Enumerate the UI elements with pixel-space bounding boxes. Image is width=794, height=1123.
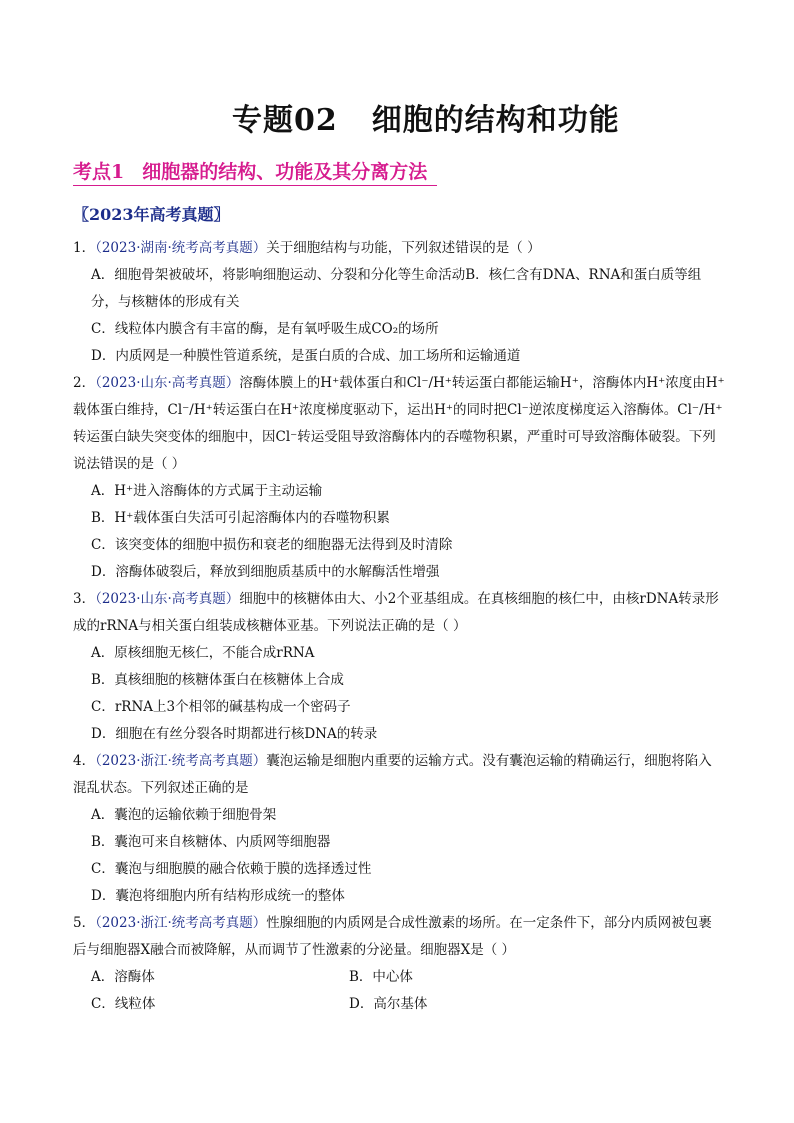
question-source: （2023·浙江·统考高考真题） (95, 753, 267, 769)
question-number: 2． (73, 375, 96, 391)
question-number: 5． (73, 915, 96, 931)
option-b: B．囊泡可来自核糖体、内质网等细胞器 (91, 834, 331, 850)
option-a: A．H⁺进入溶酶体的方式属于主动运输 (91, 483, 323, 499)
question-source: （2023·山东·高考真题） (95, 591, 240, 607)
question-3 (73, 586, 725, 748)
question-number: 4． (73, 753, 96, 769)
page-title (232, 95, 620, 139)
option-d: D．内质网是一种膜性管道系统，是蛋白质的合成、加工场所和运输通道 (91, 348, 521, 364)
question-2 (73, 370, 725, 586)
question-stem: 性腺细胞的内质网是合成性激素的场所。在一定条件下，部分内质网被包裹后与细胞器X融合而被降解，从而调节了性激素的分泌量。细胞器X是（ ） (73, 915, 712, 958)
question-stem: 关于细胞结构与功能，下列叙述错误的是（ ） (266, 240, 541, 256)
section-number: 考点1 (73, 161, 125, 183)
title-topic-name: 细胞的结构和功能 (371, 103, 620, 138)
option-a-b: A．细胞骨架被破坏，将影响细胞运动、分裂和分化等生命活动B．核仁含有DNA、RNA和蛋白质等组分，与核糖体的形成有关 (91, 267, 702, 310)
question-3-text (73, 586, 725, 640)
option-d: D．细胞在有丝分裂各时期都进行核DNA的转录 (91, 726, 378, 742)
question-1 (73, 235, 725, 370)
option-b: B．中心体 (349, 969, 413, 985)
question-stem: 囊泡运输是细胞内重要的运输方式。没有囊泡运输的精确运行，细胞将陷入混乱状态。下列叙述正确的是 (73, 753, 712, 796)
question-number: 1． (73, 240, 96, 256)
question-list (73, 235, 725, 1018)
option-a: A．囊泡的运输依赖于细胞骨架 (91, 807, 277, 823)
option-c: C．囊泡与细胞膜的融合依赖于膜的选择透过性 (91, 861, 372, 877)
question-stem: 溶酶体膜上的H⁺载体蛋白和Cl⁻/H⁺转运蛋白都能运输H⁺，溶酶体内H⁺浓度由H⁺载体蛋白维持，Cl⁻/H⁺转运蛋白在H⁺浓度梯度驱动下，运出H⁺的同时把Cl⁻逆浓度梯度运入溶酶体。Cl⁻/H⁺转运蛋白缺失突变体的细胞中，因Cl⁻转运受阻导致溶酶体内的吞噬物积累，严重时可导致溶酶体破裂。下列说法错误的是（ ） (73, 375, 725, 472)
question-5-text (73, 910, 725, 964)
year-subheading: 〖2023年高考真题〗 (73, 205, 230, 224)
option-a: A．溶酶体 (91, 969, 155, 985)
option-b: B．真核细胞的核糖体蛋白在核糖体上合成 (91, 672, 344, 688)
question-4-text (73, 748, 725, 802)
option-row-ab (73, 964, 725, 991)
section-heading (73, 157, 437, 186)
question-1-text (73, 235, 725, 262)
section-name: 细胞器的结构、功能及其分离方法 (142, 161, 428, 183)
question-source: （2023·浙江·统考高考真题） (95, 915, 267, 931)
option-row-cd (73, 991, 725, 1018)
option-c: C．该突变体的细胞中损伤和衰老的细胞器无法得到及时清除 (91, 537, 453, 553)
question-stem: 细胞中的核糖体由大、小2个亚基组成。在真核细胞的核仁中，由核rDNA转录形成的rRNA与相关蛋白组装成核糖体亚基。下列说法正确的是（ ） (73, 591, 719, 634)
question-5 (73, 910, 725, 1018)
question-2-text (73, 370, 725, 478)
question-source: （2023·山东·高考真题） (95, 375, 240, 391)
option-a: A．原核细胞无核仁，不能合成rRNA (91, 645, 315, 661)
option-d: D．高尔基体 (349, 996, 428, 1012)
title-topic-number: 专题02 (232, 103, 338, 138)
question-4 (73, 748, 725, 910)
question-number: 3． (73, 591, 96, 607)
option-c: C．rRNA上3个相邻的碱基构成一个密码子 (91, 699, 351, 715)
option-d: D．囊泡将细胞内所有结构形成统一的整体 (91, 888, 345, 904)
option-c: C．线粒体 (91, 996, 156, 1012)
option-c: C．线粒体内膜含有丰富的酶，是有氧呼吸生成CO₂的场所 (91, 321, 439, 337)
question-source: （2023·湖南·统考高考真题） (95, 240, 267, 256)
option-b: B．H⁺载体蛋白失活可引起溶酶体内的吞噬物积累 (91, 510, 390, 526)
option-d: D．溶酶体破裂后，释放到细胞质基质中的水解酶活性增强 (91, 564, 440, 580)
